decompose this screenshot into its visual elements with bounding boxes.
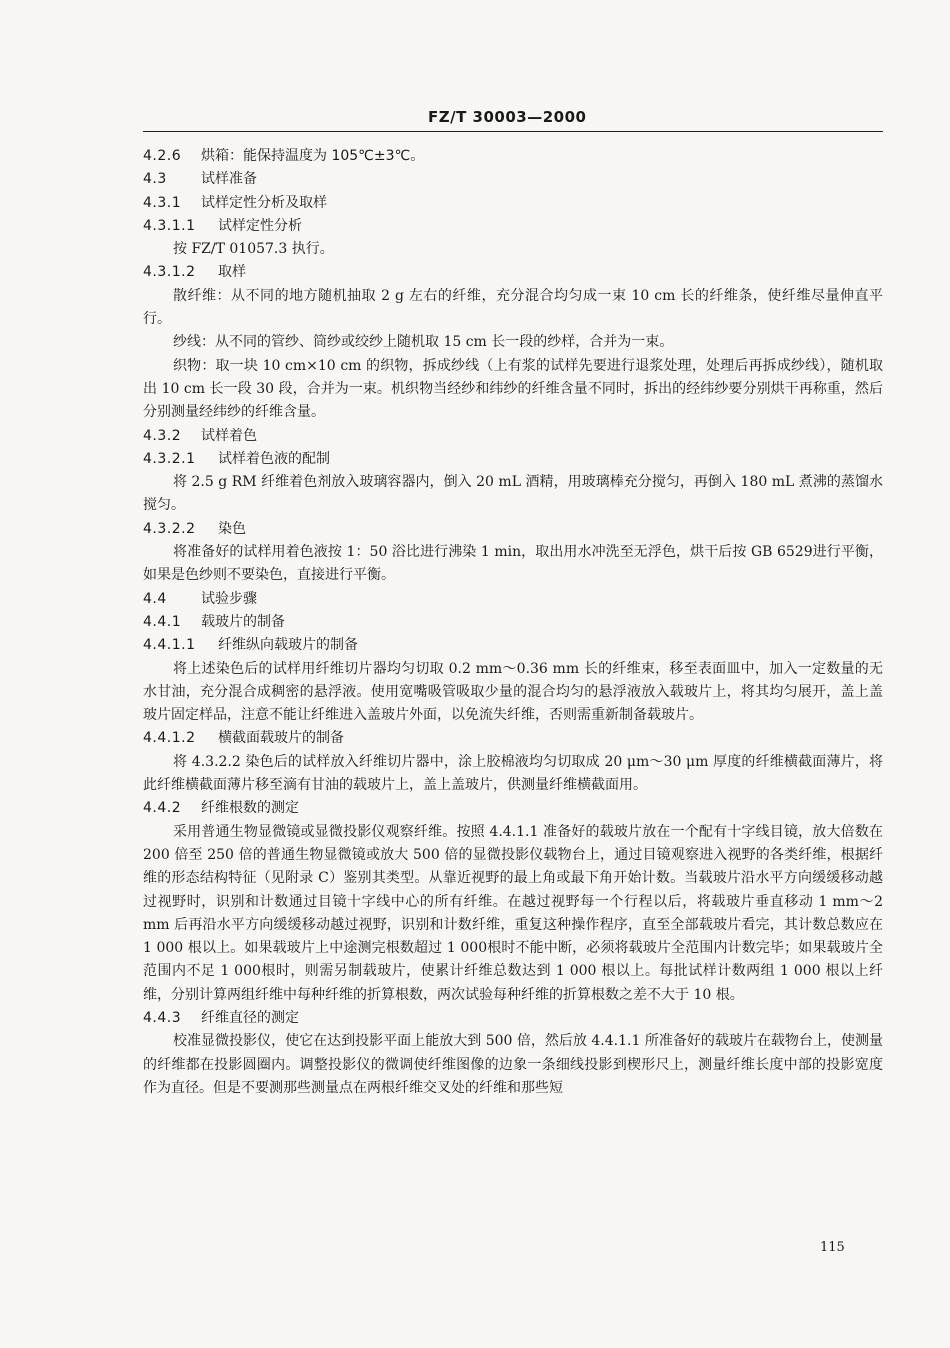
section-heading (143, 168, 883, 191)
section-number: 4.3.2.1 (143, 450, 196, 467)
section-title: 试样准备 (201, 171, 257, 188)
section-number: 4.3.1 (143, 194, 182, 211)
section-title: 纤维纵向载玻片的制备 (218, 637, 358, 654)
paragraph: 按 FZ/T 01057.3 执行。 (173, 241, 334, 258)
section-heading (143, 588, 883, 611)
standard-code: FZ/T 30003—2000 (428, 108, 587, 126)
section-heading (143, 611, 883, 634)
section-heading (143, 518, 883, 541)
section-heading (143, 634, 883, 657)
paragraph: 散纤维：从不同的地方随机抽取 2 g 左右的纤维，充分混合均匀成一束 10 cm 长的纤维条，使纤维尽量伸直平行。 (143, 287, 883, 328)
section-number: 4.4.1 (143, 613, 182, 630)
section-heading (143, 261, 883, 284)
section-heading (143, 145, 883, 168)
header-rule (143, 131, 883, 132)
section-title: 烘箱：能保持温度为 105℃±3℃。 (201, 148, 425, 164)
section-title: 载玻片的制备 (201, 613, 285, 630)
section-number: 4.3 (143, 171, 167, 188)
section-number: 4.2.6 (143, 148, 182, 164)
paragraph: 采用普通生物显微镜或显微投影仪观察纤维。按照 4.4.1.1 准备好的载玻片放在一个配有十字线目镜，放大倍数在 200 倍至 250 倍的普通生物显微镜或放大 500 倍的显微投影仪载物台上，通过目镜观察进入视野的各类纤维，根据纤维的形态结构特征（见附录 C）鉴别其类型。从靠近视野的最上角或最下角开始计数。当载玻片沿水平方向缓缓移动越过视野时，识别和计数通过目镜十字线中心的所有纤维。在越过视野每一个行程以后，将载玻片垂直移动 1 mm～2 mm 后再沿水平方向缓缓移动越过视野，识别和计数纤维，重复这种操作程序，直至全部载玻片看完，其计数总数应在 1 000 根以上。如果载玻片上中途测完根数超过 1 000根时不能中断，必须将载玻片全范围内计数完毕；如果载玻片全范围内不足 1 000根时，则需另制载玻片，使累计纤维总数达到 1 000 根以上。每批试样计数两组 1 000 根以上纤维，分别计算两组纤维中每种纤维的折算根数，两次试验每种纤维的折算根数之差不大于 10 根。 (143, 823, 883, 1003)
document-body (143, 145, 883, 1100)
section-heading (143, 1007, 883, 1030)
section-title: 取样 (218, 264, 246, 281)
section-title: 纤维根数的测定 (201, 800, 299, 817)
section-heading (143, 448, 883, 471)
section-title: 染色 (218, 520, 246, 537)
section-heading (143, 192, 883, 215)
section-title: 横截面载玻片的制备 (218, 730, 344, 747)
section-number: 4.3.1.1 (143, 217, 196, 234)
section-title: 试验步骤 (201, 590, 257, 607)
page-number: 115 (820, 1240, 845, 1255)
section-number: 4.3.2.2 (143, 520, 196, 537)
section-number: 4.3.2 (143, 427, 182, 444)
section-number: 4.4.3 (143, 1009, 182, 1026)
paragraph: 纱线：从不同的管纱、筒纱或绞纱上随机取 15 cm 长一段的纱样，合并为一束。 (173, 334, 674, 351)
section-heading (143, 797, 883, 820)
section-number: 4.4.1.1 (143, 637, 196, 654)
section-title: 纤维直径的测定 (201, 1009, 299, 1026)
section-number: 4.4.2 (143, 800, 182, 817)
paragraph: 校准显微投影仪，使它在达到投影平面上能放大到 500 倍，然后放 4.4.1.1 所准备好的载玻片在载物台上，使测量的纤维都在投影圆圈内。调整投影仪的微调使纤维图像的边象一条细线投影到楔形尺上，测量纤维长度中部的投影宽度作为直径。但是不要测那些测量点在两根纤维交叉处的纤维和那些短 (143, 1033, 883, 1096)
section-title: 试样定性分析 (218, 217, 302, 234)
section-title: 试样着色 (201, 427, 257, 444)
section-heading (143, 215, 883, 238)
paragraph: 将上述染色后的试样用纤维切片器均匀切取 0.2 mm～0.36 mm 长的纤维束，移至表面皿中，加入一定数量的无水甘油，充分混合成稠密的悬浮液。使用宽嘴吸管吸取少量的混合均匀的悬浮液放入载玻片上，将其均匀展开，盖上盖玻片固定样品，注意不能让纤维进入盖玻片外面，以免流失纤维，否则需重新制备载玻片。 (143, 660, 883, 724)
section-number: 4.3.1.2 (143, 264, 196, 281)
paragraph: 将 2.5 g RM 纤维着色剂放入玻璃容器内，倒入 20 mL 酒精，用玻璃棒充分搅匀，再倒入 180 mL 煮沸的蒸馏水搅匀。 (143, 474, 883, 514)
paragraph: 将准备好的试样用着色液按 1：50 浴比进行沸染 1 min，取出用水冲洗至无浮色，烘干后按 GB 6529进行平衡，如果是色纱则不要染色，直接进行平衡。 (143, 544, 883, 584)
section-title: 试样定性分析及取样 (201, 194, 327, 211)
section-number: 4.4 (143, 590, 167, 607)
section-heading (143, 727, 883, 750)
paragraph: 将 4.3.2.2 染色后的试样放入纤维切片器中，涂上胶棉液均匀切取成 20 μm～30 μm 厚度的纤维横截面薄片，将此纤维横截面薄片移至滴有甘油的载玻片上，盖上盖玻片，供测量纤维横截面用。 (143, 753, 883, 794)
section-heading (143, 425, 883, 448)
section-number: 4.4.1.2 (143, 730, 196, 747)
paragraph: 织物：取一块 10 cm×10 cm 的织物，拆成纱线（上有浆的试样先要进行退浆处理，处理后再拆成纱线），随机取出 10 cm 长一段 30 段，合并为一束。机织物当经纱和纬纱的纤维含量不同时，拆出的经纬纱要分别烘干再称重，然后分别测量经纬纱的纤维含量。 (143, 357, 883, 421)
section-title: 试样着色液的配制 (218, 450, 330, 467)
